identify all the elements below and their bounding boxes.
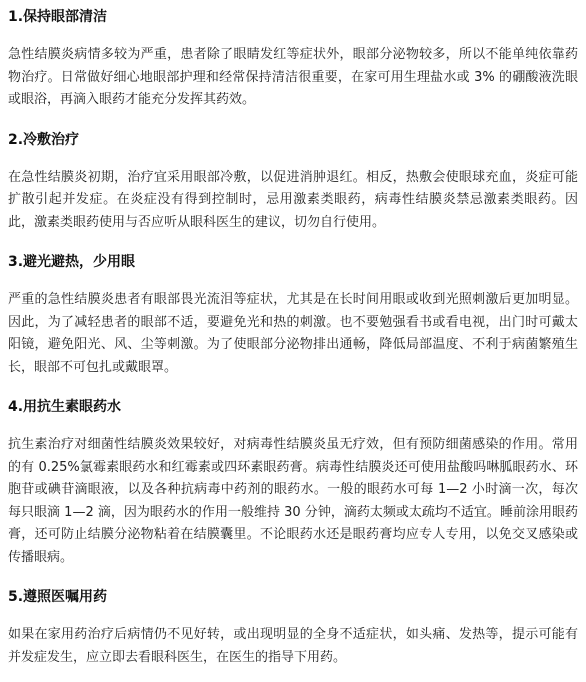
section-heading: 4.用抗生素眼药水 [8,399,122,415]
section-follow-doctor [8,586,578,669]
section-paragraph: 严重的急性结膜炎患者有眼部畏光流泪等症状，尤其是在长时间用眼或收到光照刺激后更加明显。因此，为了减轻患者的眼部不适，要避免光和热的刺激。也不要勉强看书或看电视，出门时可戴太阳镜，避免阳光、风、尘等刺激。为了使眼部分泌物排出通畅，降低局部温度、不利于病菌繁殖生长，眼部不可包扎或戴眼罩。 [8,292,578,375]
section-heading: 2.冷敷治疗 [8,131,80,148]
section-heading: 1.保持眼部清洁 [8,9,108,25]
section-heading: 3.避光避热，少用眼 [8,254,136,270]
section-heading: 5.遵照医嘱用药 [8,589,108,605]
section-paragraph: 在急性结膜炎初期，治疗宜采用眼部冷敷，以促进消肿退红。相反，热敷会使眼球充血，炎症可能扩散引起并发症。在炎症没有得到控制时，忌用激素类眼药，病毒性结膜炎禁忌激素类眼药。因此，激素类眼药使用与否应听从眼科医生的建议，切勿自行使用。 [8,169,578,230]
section-paragraph: 如果在家用药治疗后病情仍不见好转，或出现明显的全身不适症状，如头痛、发热等，提示可能有并发症发生，应立即去看眼科医生，在医生的指导下用药。 [8,627,578,665]
section-cold-compress [8,129,578,235]
section-avoid-light-heat [8,251,578,379]
section-eye-cleaning [8,6,578,112]
section-paragraph: 抗生素治疗对细菌性结膜炎效果较好，对病毒性结膜炎虽无疗效，但有预防细菌感染的作用。常用的有 0.25%氯霉素眼药水和红霉素或四环素眼药膏。病毒性结膜炎还可使用盐酸吗啉胍眼药水、环胞苷或碘苷滴眼液，以及各种抗病毒中药剂的眼药水。一般的眼药水可每 1—2 小时滴一次，每次每只眼滴 1—2 滴，因为眼药水的作用一般维持 30 分钟，滴药太频或太疏均不适宜。睡前涂用眼药膏，还可防止结膜分泌物粘着在结膜囊里。不论眼药水还是眼药膏均应专人专用，以免交叉感染或传播眼病。 [8,437,578,565]
section-antibiotic-drops [8,396,578,569]
section-paragraph: 急性结膜炎病情多较为严重，患者除了眼睛发红等症状外，眼部分泌物较多，所以不能单纯依靠药物治疗。日常做好细心地眼部护理和经常保持清洁很重要，在家可用生理盐水或 3% 的硼酸液洗眼或眼浴，再滴入眼药才能充分发挥其药效。 [8,47,578,107]
